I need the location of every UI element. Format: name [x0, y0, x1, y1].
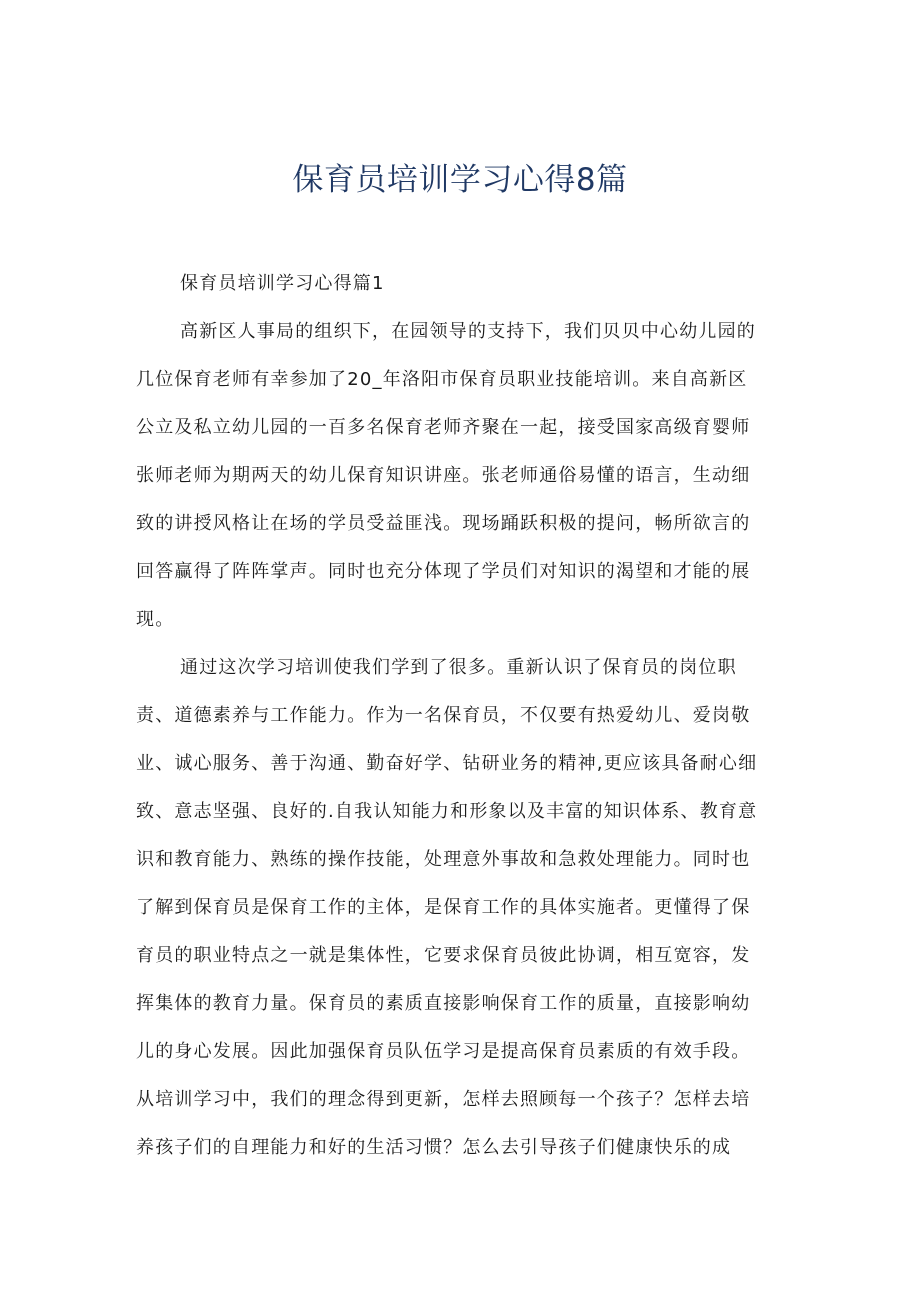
paragraph-line: 张师老师为期两天的幼儿保育知识讲座。张老师通俗易懂的语言，生动细 [136, 465, 751, 486]
paragraph-line: 通过这次学习培训使我们学到了很多。重新认识了保育员的岗位职 [180, 657, 737, 678]
paragraph-line: 高新区人事局的组织下，在园领导的支持下，我们贝贝中心幼儿园的 [180, 321, 756, 342]
paragraph-line: 儿的身心发展。因此加强保育员队伍学习是提高保育员素质的有效手段。 [136, 1041, 751, 1062]
paragraph-line: 识和教育能力、熟练的操作技能，处理意外事故和急救处理能力。同时也 [136, 849, 751, 870]
paragraph-line: 从培训学习中，我们的理念得到更新，怎样去照顾每一个孩子？怎样去培 [136, 1089, 751, 1110]
paragraph-line: 育员的职业特点之一就是集体性，它要求保育员彼此协调，相互宽容，发 [136, 945, 751, 966]
paragraph-line: 现。 [136, 609, 175, 630]
paragraph-2 [136, 644, 788, 1172]
paragraph-line: 了解到保育员是保育工作的主体，是保育工作的具体实施者。更懂得了保 [136, 897, 751, 918]
paragraph-line: 几位保育老师有幸参加了20_年洛阳市保育员职业技能培训。来自高新区 [136, 369, 748, 390]
paragraph-line: 致、意志坚强、良好的.自我认知能力和形象以及丰富的知识体系、教育意 [136, 801, 758, 822]
paragraph-line: 回答赢得了阵阵掌声。同时也充分体现了学员们对知识的渴望和才能的展 [136, 561, 751, 582]
paragraph-line: 责、道德素养与工作能力。作为一名保育员，不仅要有热爱幼儿、爱岗敬 [136, 705, 751, 726]
document-title: 保育员培训学习心得8篇 [292, 162, 628, 198]
paragraph-1 [136, 308, 788, 644]
section-heading: 保育员培训学习心得篇1 [180, 273, 385, 294]
paragraph-line: 业、诚心服务、善于沟通、勤奋好学、钻研业务的精神,更应该具备耐心细 [136, 753, 758, 774]
paragraph-line: 挥集体的教育力量。保育员的素质直接影响保育工作的质量，直接影响幼 [136, 993, 751, 1014]
paragraph-line: 致的讲授风格让在场的学员受益匪浅。现场踊跃积极的提问，畅所欲言的 [136, 513, 751, 534]
document-body [136, 260, 788, 1172]
paragraph-line: 公立及私立幼儿园的一百多名保育老师齐聚在一起，接受国家高级育婴师 [136, 417, 751, 438]
paragraph-line: 养孩子们的自理能力和好的生活习惯？怎么去引导孩子们健康快乐的成 [136, 1137, 732, 1158]
